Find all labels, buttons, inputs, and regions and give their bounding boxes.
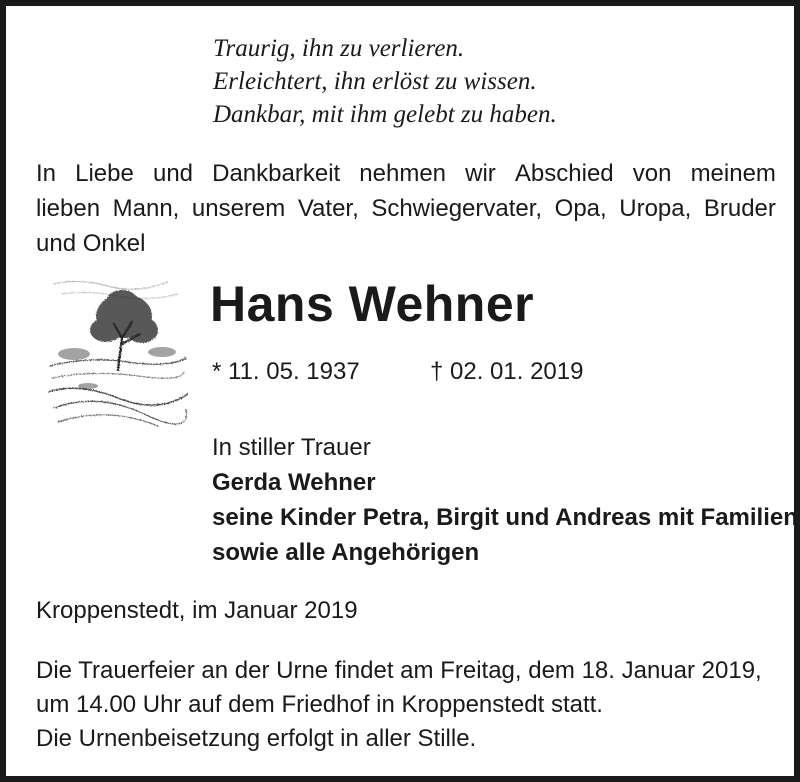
intro-text	[36, 156, 776, 261]
intro-word: Uropa,	[619, 195, 692, 222]
intro-word: Bruder	[703, 195, 776, 222]
poem-line: Erleichtert, ihn erlöst zu wissen.	[213, 68, 537, 95]
poem-line: Traurig, ihn zu verlieren.	[213, 35, 465, 62]
intro-word: Dankbarkeit	[212, 160, 341, 187]
intro-line-2	[36, 191, 776, 226]
intro-word: Mann,	[112, 195, 180, 222]
notice-line: um 14.00 Uhr auf dem Friedhof in Kroppenstedt statt.	[36, 691, 603, 718]
poem-verse	[213, 32, 773, 131]
birth-date: * 11. 05. 1937	[212, 358, 360, 385]
deceased-name: Hans Wehner	[210, 276, 535, 332]
mourners-block	[212, 430, 798, 570]
intro-word: Abschied	[514, 160, 614, 187]
intro-word: wir	[465, 160, 496, 187]
mourner-line: seine Kinder Petra, Birgit und Andreas mit Familien	[212, 504, 798, 531]
intro-word: In	[36, 160, 57, 187]
intro-word: Opa,	[554, 195, 607, 222]
place-date: Kroppenstedt, im Januar 2019	[36, 597, 358, 624]
poem-line: Dankbar, mit ihm gelebt zu haben.	[213, 101, 557, 128]
death-date: † 02. 01. 2019	[430, 358, 584, 385]
notice-line: Die Urnenbeisetzung erfolgt in aller Stille.	[36, 725, 477, 752]
intro-word: unserem	[191, 195, 286, 222]
intro-word: meinem	[690, 160, 776, 187]
intro-word: nehmen	[359, 160, 447, 187]
intro-line-3: und Onkel	[36, 230, 146, 257]
intro-word: Liebe	[75, 160, 134, 187]
mourner-line: sowie alle Angehörigen	[212, 539, 480, 566]
intro-line-1	[36, 156, 776, 191]
intro-word: und	[152, 160, 194, 187]
intro-word: von	[632, 160, 672, 187]
mourners-intro: In stiller Trauer	[212, 434, 371, 461]
intro-word: Schwiegervater,	[371, 195, 543, 222]
notice-line: Die Trauerfeier an der Urne findet am Freitag, dem 18. Januar 2019,	[36, 657, 762, 684]
intro-word: Vater,	[297, 195, 359, 222]
tree-landscape-drawing	[48, 274, 188, 432]
funeral-notice	[36, 654, 762, 756]
intro-word: lieben	[36, 195, 101, 222]
mourner-line: Gerda Wehner	[212, 469, 376, 496]
